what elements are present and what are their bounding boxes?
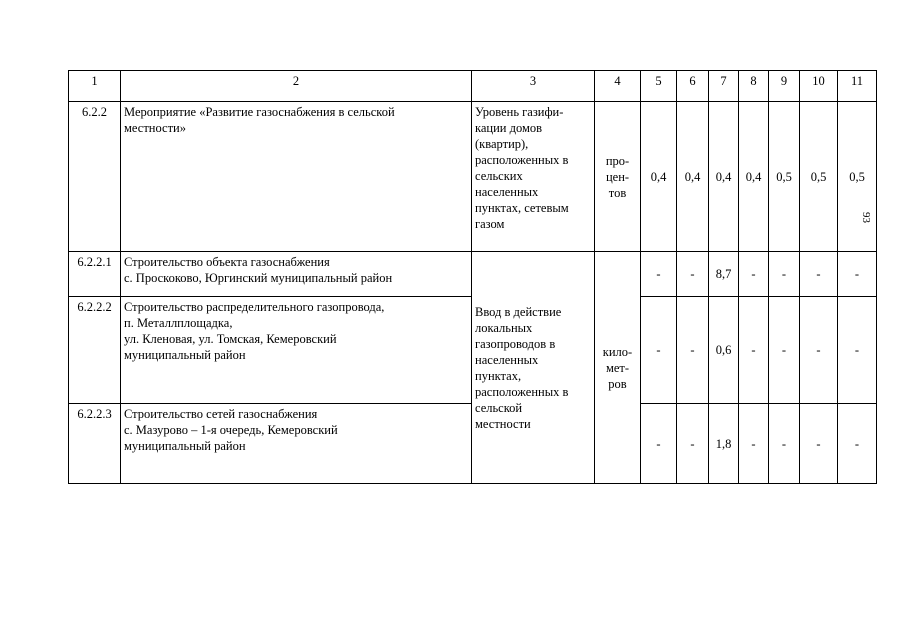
value-cell: 0,4 bbox=[739, 102, 769, 252]
text-line: (квартир), bbox=[475, 137, 529, 151]
group-unit bbox=[595, 252, 641, 484]
value-cell: - bbox=[769, 252, 800, 297]
value-cell: 0,6 bbox=[709, 297, 739, 404]
group-indicator bbox=[472, 252, 595, 484]
value-cell: 1,8 bbox=[709, 404, 739, 484]
value-cell: 0,4 bbox=[641, 102, 677, 252]
row-unit bbox=[595, 102, 641, 252]
value-cell: 0,4 bbox=[677, 102, 709, 252]
row-name bbox=[121, 404, 472, 484]
text-line: мет- bbox=[605, 360, 630, 375]
value-cell: 0,5 bbox=[800, 102, 838, 252]
value-cell: - bbox=[641, 252, 677, 297]
value-cell: - bbox=[641, 297, 677, 404]
header-cell: 4 bbox=[595, 71, 641, 102]
header-cell: 10 bbox=[800, 71, 838, 102]
text-line: пунктах, bbox=[475, 368, 522, 383]
row-name bbox=[121, 297, 472, 404]
value-cell: 0,4 bbox=[709, 102, 739, 252]
text-line: пунктах, сетевым bbox=[475, 201, 569, 215]
value-cell: - bbox=[739, 252, 769, 297]
value-cell: - bbox=[800, 404, 838, 484]
header-cell: 5 bbox=[641, 71, 677, 102]
text-line: п. Металлплощадка, bbox=[124, 316, 233, 330]
text-line: с. Проскоково, Юргинский муниципальный район bbox=[124, 271, 393, 285]
table-row bbox=[69, 252, 877, 297]
value-cell: - bbox=[677, 252, 709, 297]
text-line: местности bbox=[475, 416, 531, 431]
text-line: Строительство объекта газоснабжения bbox=[124, 255, 330, 269]
text-line: с. Мазурово – 1-я очередь, Кемеровский bbox=[124, 423, 338, 437]
value-cell: - bbox=[677, 404, 709, 484]
row-indicator bbox=[472, 102, 595, 252]
text-line: расположенных в bbox=[475, 153, 569, 167]
value-cell: 0,5 bbox=[769, 102, 800, 252]
text-line: тов bbox=[608, 185, 627, 200]
text-line: Мероприятие «Развитие газоснабжения в сельской bbox=[124, 105, 395, 119]
value-cell: - bbox=[800, 297, 838, 404]
text-line: населенных bbox=[475, 185, 539, 199]
header-cell: 6 bbox=[677, 71, 709, 102]
program-table bbox=[68, 70, 877, 484]
text-line: газом bbox=[475, 217, 505, 231]
value-cell: - bbox=[838, 404, 877, 484]
text-line: Строительство сетей газоснабжения bbox=[124, 407, 318, 421]
value-cell: 8,7 bbox=[709, 252, 739, 297]
value-cell: - bbox=[677, 297, 709, 404]
header-cell: 9 bbox=[769, 71, 800, 102]
header-cell: 3 bbox=[472, 71, 595, 102]
text-line: муниципальный район bbox=[124, 439, 246, 453]
text-line: Ввод в действие bbox=[475, 304, 562, 319]
text-line: Строительство распределительного газопровода, bbox=[124, 300, 385, 314]
row-name bbox=[121, 102, 472, 252]
text-line: локальных bbox=[475, 320, 533, 335]
text-line: сельской bbox=[475, 400, 523, 415]
text-line: про- bbox=[605, 153, 630, 168]
row-number: 6.2.2 bbox=[69, 102, 121, 252]
value-cell: - bbox=[739, 404, 769, 484]
value-cell: - bbox=[800, 252, 838, 297]
text-line: муниципальный район bbox=[124, 348, 246, 362]
text-line: цен- bbox=[605, 169, 630, 184]
row-number: 6.2.2.1 bbox=[69, 252, 121, 297]
row-number: 6.2.2.3 bbox=[69, 404, 121, 484]
text-line: сельских bbox=[475, 169, 523, 183]
header-row bbox=[69, 71, 877, 102]
text-line: ров bbox=[608, 376, 627, 391]
value-cell: - bbox=[838, 252, 877, 297]
text-line: местности» bbox=[124, 121, 186, 135]
header-cell: 2 bbox=[121, 71, 472, 102]
text-line: расположенных в bbox=[475, 384, 569, 399]
text-line: газопроводов в bbox=[475, 336, 556, 351]
text-line: Уровень газифи- bbox=[475, 105, 564, 119]
value-cell: - bbox=[769, 297, 800, 404]
table-row bbox=[69, 102, 877, 252]
header-cell: 7 bbox=[709, 71, 739, 102]
value-cell: - bbox=[739, 297, 769, 404]
header-cell: 11 bbox=[838, 71, 877, 102]
value-cell: 0,5 bbox=[838, 102, 877, 252]
text-line: кило- bbox=[602, 344, 633, 359]
text-line: населенных bbox=[475, 352, 539, 367]
text-line: ул. Кленовая, ул. Томская, Кемеровский bbox=[124, 332, 337, 346]
header-cell: 1 bbox=[69, 71, 121, 102]
text-line: кации домов bbox=[475, 121, 543, 135]
value-cell: - bbox=[769, 404, 800, 484]
header-cell: 8 bbox=[739, 71, 769, 102]
value-cell: - bbox=[641, 404, 677, 484]
page-number: 93 bbox=[860, 212, 872, 223]
row-number: 6.2.2.2 bbox=[69, 297, 121, 404]
value-cell: - bbox=[838, 297, 877, 404]
row-name bbox=[121, 252, 472, 297]
